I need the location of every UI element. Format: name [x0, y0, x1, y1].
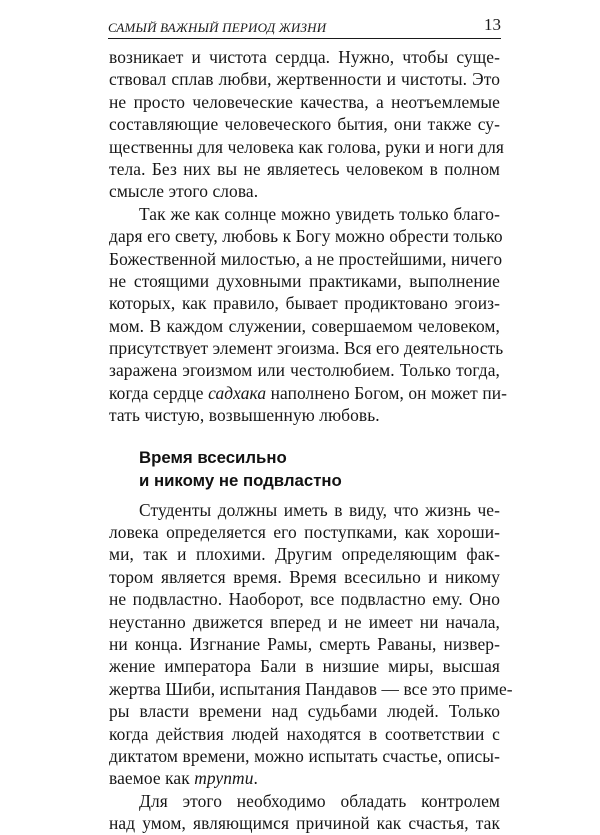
text-line	[109, 767, 500, 789]
text-line: ствовал сплав любви, жертвенности и чистоты. Это	[109, 69, 500, 90]
running-header	[108, 14, 501, 39]
text-line: тела. Без них вы не являетесь человеком в полном	[109, 158, 500, 179]
text-line: заражена эгоизмом или честолюбием. Только тогда,	[109, 360, 500, 381]
page-number: 13	[484, 15, 501, 34]
paragraph-love-of-god	[109, 203, 508, 427]
text-line: присутствует элемент эгоизма. Вся его деятельность	[109, 338, 504, 359]
text-line: тором является время. Время всесильно и никому	[109, 566, 500, 587]
text-line: над умом, являющимся причиной как счастья, так	[109, 813, 500, 834]
text-line: неустанно движется вперед и не имеет ни начала,	[109, 611, 500, 632]
text-line: не стоящими духовными практиками, выполнение	[109, 270, 500, 291]
section-heading-line: и никому не подвластно	[139, 470, 342, 490]
text-line: щественны для человека как голова, руки и ноги для	[109, 136, 504, 157]
text-line: не подвластно. Наоборот, все подвластно ему. Оно	[109, 589, 500, 610]
text-line: Для этого необходимо обладать контролем	[139, 790, 500, 811]
italic-term-sadhaka: садхака	[208, 382, 267, 403]
text-line: смысле этого слова.	[109, 181, 259, 202]
text-fragment: наполнено Богом, он может пи-	[266, 382, 508, 403]
text-line: Так же как солнце можно увидеть только благо-	[139, 203, 500, 224]
text-line: когда действия людей находятся в соответствии с	[109, 723, 500, 744]
text-line: не просто человеческие качества, а неотъемлемые	[109, 91, 500, 112]
text-line: жение императора Бали в низшие миры, высшая	[109, 656, 500, 677]
text-fragment: .	[253, 768, 258, 789]
text-line: жертва Шиби, испытания Пандавов — все это приме-	[109, 678, 513, 699]
text-line: диктатом времени, можно испытать счастье, описы-	[109, 745, 500, 766]
text-line: даря его свету, любовь к Богу можно обрести только	[109, 226, 503, 247]
section-heading	[109, 446, 500, 492]
text-line: ми, так и плохими. Другим определяющим фак-	[109, 544, 500, 565]
text-fragment: когда сердце	[109, 382, 209, 403]
paragraph-mind-control	[109, 790, 500, 835]
text-line: ловека определяется его поступками, как хороши-	[109, 522, 500, 543]
text-line: тать чистую, возвышенную любовь.	[109, 405, 380, 426]
text-line: составляющие человеческого бытия, они также су-	[109, 114, 500, 135]
italic-term-trupti: трупти	[194, 768, 254, 789]
paragraph-time	[109, 499, 513, 790]
paragraph-continued	[109, 46, 504, 203]
text-line: мом. В каждом служении, совершаемом человеком,	[109, 315, 500, 336]
text-line: Божественной милостью, а не простейшими, ничего	[109, 248, 503, 269]
running-header-title: САМЫЙ ВАЖНЫЙ ПЕРИОД ЖИЗНИ	[108, 20, 327, 35]
text-line	[109, 382, 508, 404]
text-line: ры власти времени над судьбами людей. Только	[109, 701, 500, 722]
text-fragment: ваемое как	[109, 768, 195, 789]
text-line: возникает и чистота сердца. Нужно, чтобы суще-	[109, 47, 500, 67]
body-text	[109, 46, 513, 835]
text-line: которых, как правило, бывает продиктовано эгоиз-	[109, 293, 500, 314]
section-heading-line: Время всесильно	[139, 447, 287, 467]
text-line: Студенты должны иметь в виду, что жизнь че-	[139, 499, 500, 520]
text-line: ни конца. Изгнание Рамы, смерть Раваны, низвер-	[109, 633, 500, 654]
